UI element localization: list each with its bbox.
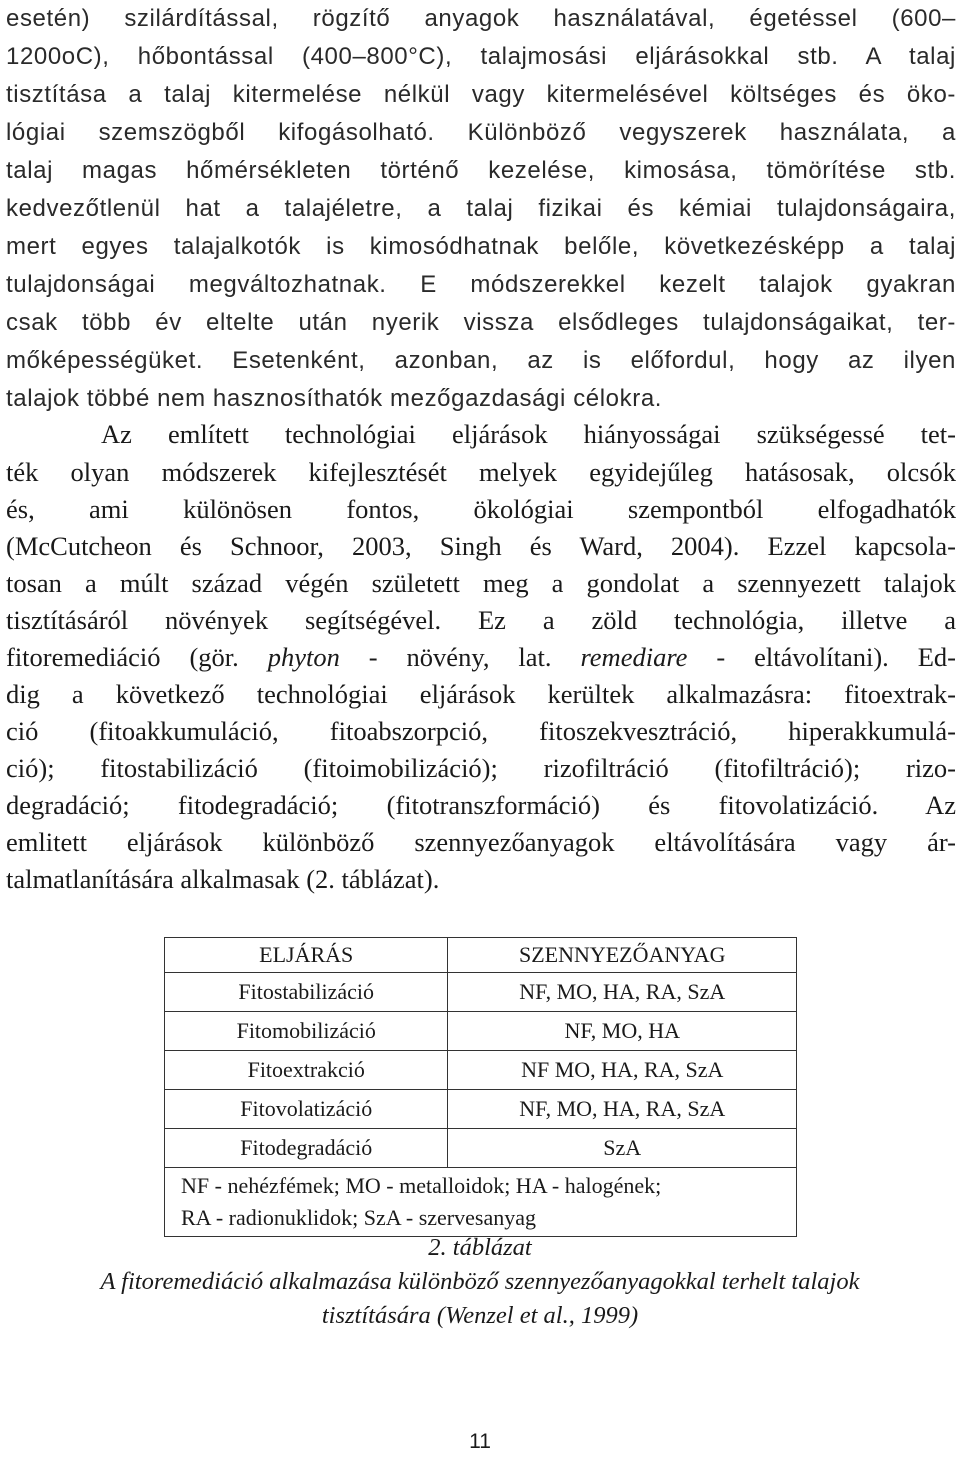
text-line	[6, 638, 956, 676]
text-line: 1200oC), hőbontással (400–800°C), talajmosási eljárásokkal stb. A talaj	[6, 43, 956, 70]
text-line: Az említett technológiai eljárások hiányosságai szükségessé tet-	[101, 419, 956, 449]
text-line: esetén) szilárdítással, rögzítő anyagok használatával, égetéssel (600–	[6, 5, 956, 32]
column-header-procedure: ELJÁRÁS	[165, 938, 448, 973]
text-line: talaj magas hőmérsékleten történő kezelése, kimosása, tömörítése stb.	[6, 157, 956, 184]
table-header-row	[165, 938, 797, 973]
text-line: tisztításáról növények segítségével. Ez a zöld technológia, illetve a	[6, 605, 956, 635]
text-line: ció); fitostabilizáció (fitoimobilizáció); rizofiltráció (fitofiltráció); rizo-	[6, 753, 956, 783]
table-caption-line: A fitoremediáció alkalmazása különböző szennyezőanyagokkal terhelt talajok	[100, 1268, 860, 1295]
text-line: tulajdonságai megváltozhatnak. E módszerekkel kezelt talajok gyakran	[6, 271, 956, 298]
table-row	[165, 1090, 797, 1129]
text-line: csak több év eltelte után nyerik vissza elsődleges tulajdonságaikat, ter-	[6, 309, 956, 336]
text-line: talmatlanítására alkalmasak (2. táblázat).	[6, 864, 440, 894]
text-line: ték olyan módszerek kifejlesztését melyek egyidejűleg hatásosak, olcsók	[6, 457, 956, 487]
table-cell-pollutant: NF, MO, HA, RA, SzA	[448, 973, 797, 1012]
text-run: - növény, lat.	[339, 642, 581, 672]
table-cell-procedure: Fitostabilizáció	[165, 973, 448, 1012]
table-row	[165, 973, 797, 1012]
text-line: tosan a múlt század végén született meg a gondolat a szennyezett talajok	[6, 568, 956, 598]
table-legend	[165, 1168, 797, 1237]
table-cell-procedure: Fitoextrakció	[165, 1051, 448, 1090]
page-number: 11	[469, 1430, 491, 1453]
text-run: - eltávolítani). Ed-	[687, 642, 956, 672]
table-cell-pollutant: NF MO, HA, RA, SzA	[448, 1051, 797, 1090]
table-cell-procedure: Fitovolatizáció	[165, 1090, 448, 1129]
table-caption-line: tisztítására (Wenzel et al., 1999)	[321, 1302, 639, 1329]
table-row	[165, 1129, 797, 1168]
table-cell-pollutant: NF, MO, HA, RA, SzA	[448, 1090, 797, 1129]
table-legend-row	[165, 1168, 797, 1237]
text-run: fitoremediáció (gör.	[6, 642, 268, 672]
table-cell-procedure: Fitodegradáció	[165, 1129, 448, 1168]
text-line: talajok többé nem hasznosíthatók mezőgazdasági célokra.	[6, 385, 663, 412]
text-line: tisztítása a talaj kitermelése nélkül vagy kitermelésével költséges és öko-	[6, 81, 956, 108]
table-cell-pollutant: NF, MO, HA	[448, 1012, 797, 1051]
text-line: ció (fitoakkumuláció, fitoabszorpció, fitoszekvesztráció, hiperakkumulá-	[6, 716, 956, 746]
text-line: kedvezőtlenül hat a talajéletre, a talaj fizikai és kémiai tulajdonságaira,	[6, 195, 956, 222]
table-cell-pollutant: SzA	[448, 1129, 797, 1168]
table-row	[165, 1012, 797, 1051]
table-cell-procedure: Fitomobilizáció	[165, 1012, 448, 1051]
text-line: és, ami különösen fontos, ökológiai szempontból elfogadhatók	[6, 494, 956, 524]
text-line: degradáció; fitodegradáció; (fitotranszformáció) és fitovolatizáció. Az	[6, 790, 956, 820]
text-line: (McCutcheon és Schnoor, 2003, Singh és Ward, 2004). Ezzel kapcsola-	[6, 531, 956, 561]
text-line: mőképességüket. Esetenként, azonban, az is előfordul, hogy az ilyen	[6, 347, 956, 374]
column-header-pollutant: SZENNYEZŐANYAG	[448, 938, 797, 973]
text-line: mert egyes talajalkotók is kimosódhatnak belőle, következésképp a talaj	[6, 233, 956, 260]
remediation-table	[164, 937, 797, 1237]
italic-term-phyton: phyton	[267, 642, 340, 672]
table-row	[165, 1051, 797, 1090]
table-number: 2. táblázat	[428, 1234, 532, 1261]
italic-term-remediare: remediare	[580, 642, 688, 672]
text-line: dig a következő technológiai eljárások kerültek alkalmazásra: fitoextrak-	[6, 679, 956, 709]
text-line: emlitett eljárások különböző szennyezőanyagok eltávolítására vagy ár-	[6, 827, 956, 857]
legend-line: NF - nehézfémek; MO - metalloidok; HA - halogének;	[181, 1173, 662, 1198]
legend-line: RA - radionuklidok; SzA - szervesanyag	[181, 1205, 536, 1230]
text-line: lógiai szemszögből kifogásolható. Különböző vegyszerek használata, a	[6, 119, 956, 146]
